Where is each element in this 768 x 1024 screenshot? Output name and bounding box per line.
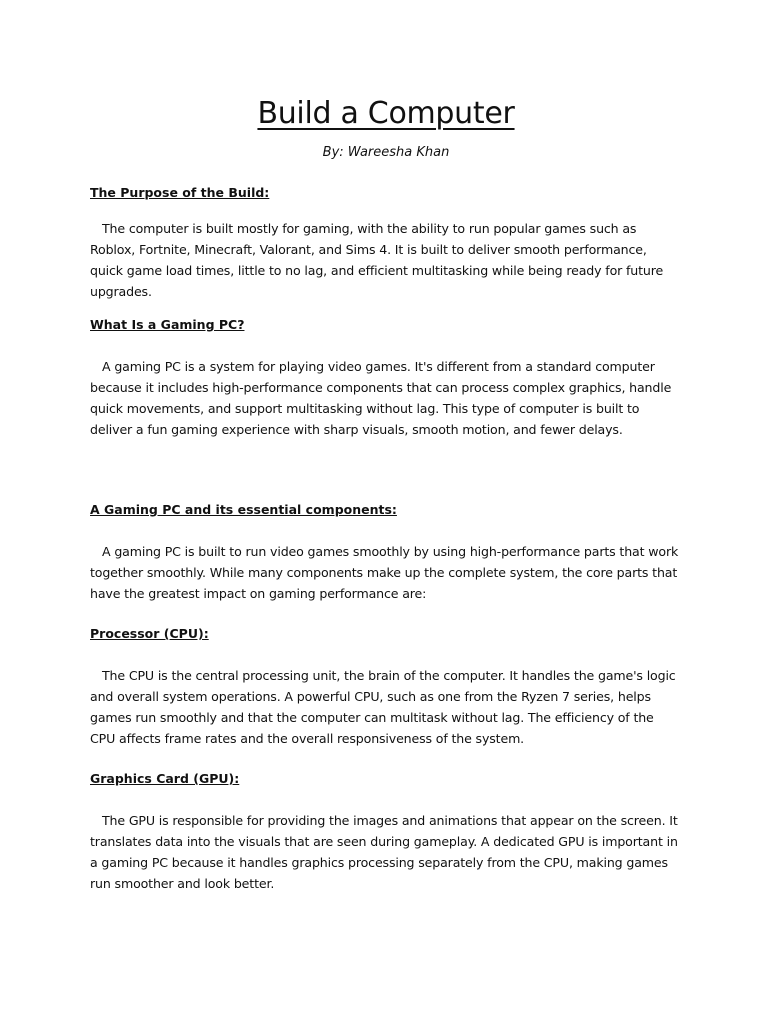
author-byline: By: Wareesha Khan <box>322 145 450 160</box>
section-body-what-is-gaming-pc: A gaming PC is a system for playing video games. It's different from a standard computer because it includes high-performance components that can process complex graphics, handle quick movements, and support multitasking without lag. This type of computer is built to deliver a fun gaming experience with sharp visuals, smooth motion, and fewer delays. <box>90 359 672 437</box>
section-heading-purpose: The Purpose of the Build: <box>90 185 270 200</box>
section-body-gpu: The GPU is responsible for providing the images and animations that appear on the screen. It translates data into the visuals that are seen during gameplay. A dedicated GPU is important in a gaming PC because it handles graphics processing separately from the CPU, making games run smoother and look better. <box>90 813 678 891</box>
section-heading-what-is-gaming-pc: What Is a Gaming PC? <box>90 317 245 332</box>
section-heading-essential-components: A Gaming PC and its essential components: <box>90 502 397 517</box>
section-body-cpu: The CPU is the central processing unit, the brain of the computer. It handles the game's logic and overall system operations. A powerful CPU, such as one from the Ryzen 7 series, helps games run smoothly and that the computer can multitask without lag. The efficiency of the CPU affects frame rates and the overall responsiveness of the system. <box>90 668 676 746</box>
section-heading-cpu: Processor (CPU): <box>90 626 209 641</box>
section-body-purpose: The computer is built mostly for gaming, with the ability to run popular games such as Roblox, Fortnite, Minecraft, Valorant, and Sims 4. It is built to deliver smooth performance, quick game load times, little to no lag, and efficient multitasking while being ready for future upgrades. <box>90 221 664 299</box>
page-title: Build a Computer <box>257 96 515 131</box>
section-heading-gpu: Graphics Card (GPU): <box>90 771 240 786</box>
section-body-essential-components: A gaming PC is built to run video games smoothly by using high-performance parts that work together smoothly. While many components make up the complete system, the core parts that have the greatest impact on gaming performance are: <box>90 544 679 601</box>
